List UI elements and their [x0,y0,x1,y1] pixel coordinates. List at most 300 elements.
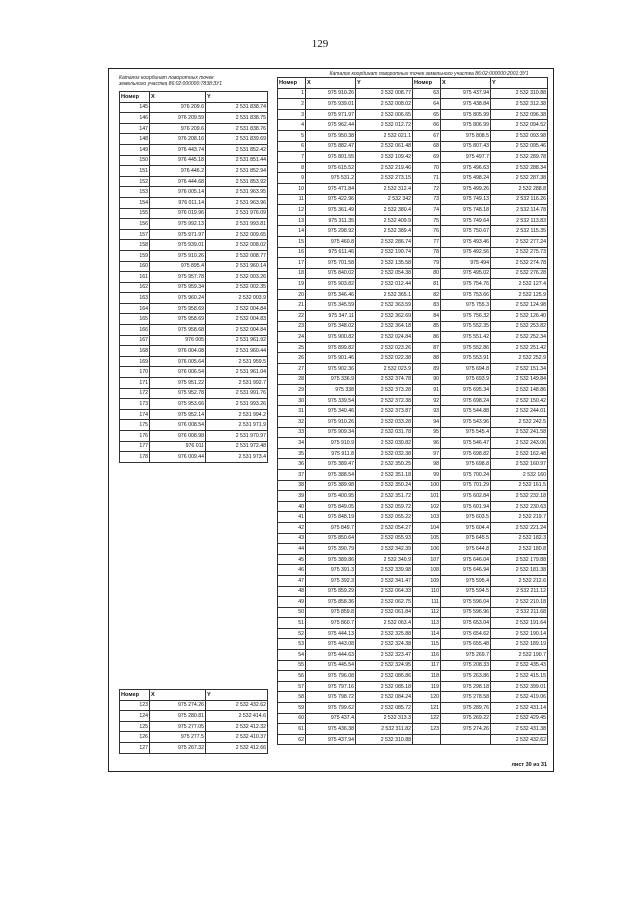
table-cell: 119 [413,681,441,692]
table-cell: 80 [413,268,441,279]
table-cell: 162 [120,282,150,293]
table-cell: 975 422.96 [306,194,356,205]
table-cell: 975 336.9 [306,374,356,385]
table-row [120,441,268,452]
table-cell: 2 531 852.94 [206,166,268,177]
table-cell: 975 544.88 [441,406,491,417]
table-row [278,650,548,661]
table-cell: 975 895.4 [150,261,206,272]
table-cell: 2 532 003.26 [206,272,268,283]
table-cell: 2 532 004.84 [206,303,268,314]
table-cell: 2 532 030.82 [356,438,413,449]
table-cell: 114 [413,628,441,639]
table-row [120,399,268,410]
left-title-line2: земельного участка 86:02:000000:7838:ЗУ1 [119,81,222,87]
table-cell: 2 532 342 [356,194,413,205]
table-cell: 976 019.96 [150,208,206,219]
table-cell: 2 532 323.47 [356,650,413,661]
table-cell: 65 [413,109,441,120]
table-cell: 2 532 008.77 [356,88,413,99]
table-cell: 123 [413,724,441,735]
table-cell: 975 269.7 [441,650,491,661]
table-cell: 2 532 253.82 [491,321,548,332]
table-cell: 2 532 033.28 [356,417,413,428]
table-cell: 66 [413,120,441,131]
table-cell: 976 008.98 [150,431,206,442]
table-cell: 84 [413,311,441,322]
table-cell: 975 801.55 [306,152,356,163]
table-cell: 975 748.18 [441,205,491,216]
table-cell: 2 532 310.88 [491,88,548,99]
table-cell: 2 532 324.95 [356,660,413,671]
table-cell: 2 532 341.47 [356,575,413,586]
table-cell: 975 971.97 [306,109,356,120]
table-cell: 975 806.99 [441,120,491,131]
table-cell: 165 [120,314,150,325]
table-cell: 975 277.5 [150,732,206,743]
table-cell: 99 [413,469,441,480]
table-cell: 975 701.29 [441,480,491,491]
table-row [278,109,548,120]
table-row [120,388,268,399]
table-row [278,544,548,555]
table-cell: 975 939.01 [150,240,206,251]
table-cell: 7 [278,152,306,163]
table-row [278,141,548,152]
table-cell: 146 [120,113,150,124]
table-cell: 2 532 274.78 [491,258,548,269]
table-cell: 976 005.64 [150,356,206,367]
table-row [120,335,268,346]
table-cell: 2 532 252.9 [491,353,548,364]
table-cell: 123 [120,700,150,711]
table-row [120,250,268,261]
table-row [120,272,268,283]
table-cell: 37 [278,469,306,480]
table-cell: 2 532 414.6 [206,711,268,722]
table-cell: 2 531 960.44 [206,346,268,357]
table-row [278,173,548,184]
table-cell: 2 532 432.62 [206,700,268,711]
bottom-left-coordinates-table [119,689,268,754]
table-row [278,618,548,629]
table-row [278,395,548,406]
table-row [120,123,268,134]
table-cell: 976 009.44 [150,452,206,463]
table-cell: 2 532 095.46 [491,141,548,152]
table-cell: 975 338 [306,385,356,396]
table-row [278,364,548,375]
table-cell: 2 532 415.15 [491,671,548,682]
table-cell: 12 [278,205,306,216]
column-header: Номер [278,78,306,89]
table-cell: 55 [278,660,306,671]
table-cell: 1 [278,88,306,99]
table-cell: 2 532 211.12 [491,586,548,597]
table-cell: 975 545.4 [441,427,491,438]
table-cell: 35 [278,448,306,459]
table-cell: 975 445.54 [306,660,356,671]
table-cell: 976 008.54 [150,420,206,431]
table-cell: 975 602.84 [441,491,491,502]
table-cell: 15 [278,236,306,247]
table-cell: 127 [120,742,150,753]
table-cell: 120 [413,692,441,703]
table-cell: 54 [278,650,306,661]
table-row [120,240,268,251]
table-cell: 60 [278,713,306,724]
column-header: Номер [120,690,150,701]
table-cell: 57 [278,681,306,692]
table-row [278,554,548,565]
table-cell: 975 796.08 [306,671,356,682]
table-cell: 73 [413,194,441,205]
table-cell: 2 532 312.4 [356,183,413,194]
table-cell: 2 532 325.88 [356,628,413,639]
table-row [120,732,268,743]
table-cell: 2 531 963.95 [206,187,268,198]
table-cell: 20 [278,289,306,300]
table-cell: 975 615.52 [306,162,356,173]
table-cell: 975 807.43 [441,141,491,152]
table-cell: 2 532 351.72 [356,491,413,502]
table-cell: 14 [278,226,306,237]
table-cell: 175 [120,420,150,431]
column-header: X [150,690,206,701]
table-cell: 975 653.04 [441,618,491,629]
table-row [278,342,548,353]
table-cell: 90 [413,374,441,385]
table-cell: 2 532 365.1 [356,289,413,300]
table-cell: 975 347.11 [306,311,356,322]
table-cell: 975 959.34 [150,282,206,293]
table-cell: 2 531 994.2 [206,409,268,420]
table-cell: 25 [278,342,306,353]
table-cell: 172 [120,388,150,399]
table-cell: 975 848.19 [306,512,356,523]
table-cell: 56 [278,671,306,682]
table-cell: 975 700.24 [441,469,491,480]
table-cell: 975 939.01 [306,99,356,110]
table-cell: 976 444.68 [150,176,206,187]
table-cell: 122 [413,713,441,724]
table-cell: 976 004.08 [150,346,206,357]
table-cell: 16 [278,247,306,258]
table-cell: 975 850.64 [306,533,356,544]
column-header: Y [491,78,548,89]
table-cell: 44 [278,544,306,555]
table-cell: 58 [278,692,306,703]
table-cell: 975 444.63 [306,650,356,661]
table-row [278,448,548,459]
table-cell: 49 [278,597,306,608]
table-cell: 2 532 374.78 [356,374,413,385]
table-cell: 2 532 031.78 [356,427,413,438]
table-cell: 975 859.29 [306,586,356,597]
table-row [278,575,548,586]
table-cell: 975 859.8 [306,607,356,618]
table-cell: 975 392.3 [306,575,356,586]
table-row [120,409,268,420]
table-cell: 158 [120,240,150,251]
table-cell: 2 532 148.86 [491,385,548,396]
table-cell: 975 604.4 [441,522,491,533]
table-cell: 174 [120,409,150,420]
table-cell: 2 532 431.38 [491,724,548,735]
table-row [120,742,268,753]
table-cell: 976 209.59 [150,113,206,124]
table-cell: 96 [413,438,441,449]
sheet-label: лист 30 из 31 [511,762,547,768]
table-cell: 975 698.24 [441,395,491,406]
table-cell: 2 532 115.35 [491,226,548,237]
table-cell: 975 269.22 [441,713,491,724]
table-cell: 975 910.26 [150,250,206,261]
table-row [278,512,548,523]
table-cell: 975 910.9 [306,438,356,449]
table-cell: 64 [413,99,441,110]
table-cell: 975 438.84 [441,99,491,110]
table-cell: 2 532 288.8 [491,183,548,194]
table-cell: 2 532 006.65 [356,109,413,120]
table-cell: 2 532 190.7 [491,650,548,661]
table-cell: 30 [278,395,306,406]
table-cell: 975 901.46 [306,353,356,364]
table-cell: 89 [413,364,441,375]
table-row [278,681,548,692]
table-cell: 39 [278,491,306,502]
table-cell: 101 [413,491,441,502]
table-cell: 9 [278,173,306,184]
table-cell: 2 532 008.02 [356,99,413,110]
document-frame [108,68,554,772]
table-cell: 19 [278,279,306,290]
table-cell: 2 532 003.9 [206,293,268,304]
table-cell: 975 756.32 [441,311,491,322]
table-cell: 27 [278,364,306,375]
table-cell: 75 [413,215,441,226]
table-cell: 94 [413,417,441,428]
table-cell: 53 [278,639,306,650]
table-cell: 69 [413,152,441,163]
table-cell: 975 952.78 [150,388,206,399]
table-cell: 2 532 061.84 [356,607,413,618]
table-cell: 6 [278,141,306,152]
table-cell: 2 532 085.72 [356,703,413,714]
table-row [278,311,548,322]
table-cell: 85 [413,321,441,332]
table-cell: 34 [278,438,306,449]
column-header: X [306,78,356,89]
table-cell: 10 [278,183,306,194]
table-cell: 17 [278,258,306,269]
table-cell: 975 797.16 [306,681,356,692]
table-cell: 100 [413,480,441,491]
table-cell: 975 595.4 [441,575,491,586]
table-cell: 975 805.99 [441,109,491,120]
table-cell: 975 655.48 [441,639,491,650]
table-cell: 2 532 277.24 [491,236,548,247]
table-cell: 76 [413,226,441,237]
table-row [278,671,548,682]
table-cell: 2 532 339.98 [356,565,413,576]
table-cell: 2 532 012.44 [356,279,413,290]
table-cell: 976 005 [150,335,206,346]
table-cell: 77 [413,236,441,247]
table-cell: 81 [413,279,441,290]
table-cell: 145 [120,102,150,113]
table-cell: 975 498.24 [441,173,491,184]
table-cell: 2 532 190.74 [356,247,413,258]
table-cell: 2 532 023.9 [356,364,413,375]
table-cell: 2 532 212.6 [491,575,548,586]
table-cell: 975 909.34 [306,427,356,438]
table-cell: 2 532 149.84 [491,374,548,385]
table-cell: 975 960.24 [150,293,206,304]
table-cell: 975 646.94 [441,565,491,576]
table-cell: 2 532 431.14 [491,703,548,714]
table-row [120,346,268,357]
table-cell: 18 [278,268,306,279]
table-cell: 975 971.97 [150,229,206,240]
table-row [278,289,548,300]
table-cell: 63 [413,88,441,99]
table-cell: 2 532 399.01 [491,681,548,692]
table-cell: 2 532 435.43 [491,660,548,671]
table-cell: 975 437.94 [306,734,356,745]
table-cell: 24 [278,332,306,343]
table-cell: 70 [413,162,441,173]
table-cell: 975 492.56 [441,247,491,258]
table-row [278,194,548,205]
table-cell: 2 532 054.38 [356,268,413,279]
table-cell: 153 [120,187,150,198]
table-cell: 2 532 182.3 [491,533,548,544]
table-cell: 2 532 275.73 [491,247,548,258]
column-header: Y [206,92,268,103]
table-cell: 2 532 162.48 [491,448,548,459]
table-cell: 2 531 993.26 [206,399,268,410]
table-cell: 2 532 009.65 [206,229,268,240]
table-cell: 976 011 [150,441,206,452]
table-cell: 975 443.08 [306,639,356,650]
table-cell: 975 311.35 [306,215,356,226]
table-cell: 2 532 286.74 [356,236,413,247]
table-cell: 975 840.02 [306,268,356,279]
table-cell: 975 992.13 [150,219,206,230]
table-cell: 976 209.6 [150,102,206,113]
table-cell: 2 532 135.58 [356,258,413,269]
table-cell: 107 [413,554,441,565]
table-cell: 975 437.4 [306,713,356,724]
table-cell: 2 531 961.04 [206,367,268,378]
table-cell: 975 298.18 [441,681,491,692]
table-cell: 2 531 960.14 [206,261,268,272]
table-row [278,406,548,417]
table-row [120,208,268,219]
left-title-line1: Каталог координат поворотных точек [119,75,214,81]
table-cell: 2 532 211.68 [491,607,548,618]
table-cell: 975 645.5 [441,533,491,544]
table-cell: 975 553.91 [441,353,491,364]
table-cell: 46 [278,565,306,576]
table-cell: 178 [120,452,150,463]
table-row [120,197,268,208]
table-row [278,374,548,385]
table-cell: 149 [120,144,150,155]
table-row [120,144,268,155]
table-cell: 975 962.44 [306,120,356,131]
table-cell: 121 [413,703,441,714]
table-row [120,219,268,230]
table-cell: 2 532 109.42 [356,152,413,163]
table-row [120,711,268,722]
table-cell: 2 532 412.32 [206,721,268,732]
table-cell: 2 532 244.01 [491,406,548,417]
table-row [278,639,548,650]
table-cell: 2 531 853.92 [206,176,268,187]
table-cell: 975 493.46 [441,236,491,247]
table-row [120,431,268,442]
table-cell: 2 532 179.88 [491,554,548,565]
table-cell: 975 911.8 [306,448,356,459]
table-cell: 98 [413,459,441,470]
table-cell: 2 532 243.06 [491,438,548,449]
table-cell: 2 531 973.4 [206,452,268,463]
table-cell: 171 [120,378,150,389]
table-row [278,586,548,597]
table-row [278,469,548,480]
table-row [278,385,548,396]
table-cell: 50 [278,607,306,618]
table-row [278,703,548,714]
table-cell: 2 532 364.18 [356,321,413,332]
table-row [120,102,268,113]
table-row [278,332,548,343]
table-cell: 976 208.16 [150,134,206,145]
table-cell: 975 460.8 [306,236,356,247]
table-cell: 976 005.14 [150,187,206,198]
table-cell: 2 532 085.18 [356,681,413,692]
table-cell: 91 [413,385,441,396]
table-cell: 71 [413,173,441,184]
table-cell: 2 531 851.44 [206,155,268,166]
table-row [120,155,268,166]
table-row [278,427,548,438]
table-cell: 976 443.74 [150,144,206,155]
table-cell: 2 532 409.9 [356,215,413,226]
table-cell: 29 [278,385,306,396]
table-row [278,724,548,735]
table-cell: 975 749.13 [441,194,491,205]
table-row [278,99,548,110]
table-cell: 975 531.2 [306,173,356,184]
table-cell: 2 532 219.46 [356,162,413,173]
table-cell: 2 532 311.82 [356,724,413,735]
table-cell: 975 798.72 [306,692,356,703]
table-cell: 41 [278,512,306,523]
table-cell: 125 [120,721,150,732]
table-row [278,88,548,99]
table-cell: 975 274.26 [441,724,491,735]
table-cell: 2 532 242.5 [491,417,548,428]
table-cell: 975 695.34 [441,385,491,396]
table-cell: 975 958.69 [150,303,206,314]
table-cell: 2 531 838.74 [206,102,268,113]
table-cell: 150 [120,155,150,166]
table-cell: 176 [120,431,150,442]
table-cell: 5 [278,130,306,141]
